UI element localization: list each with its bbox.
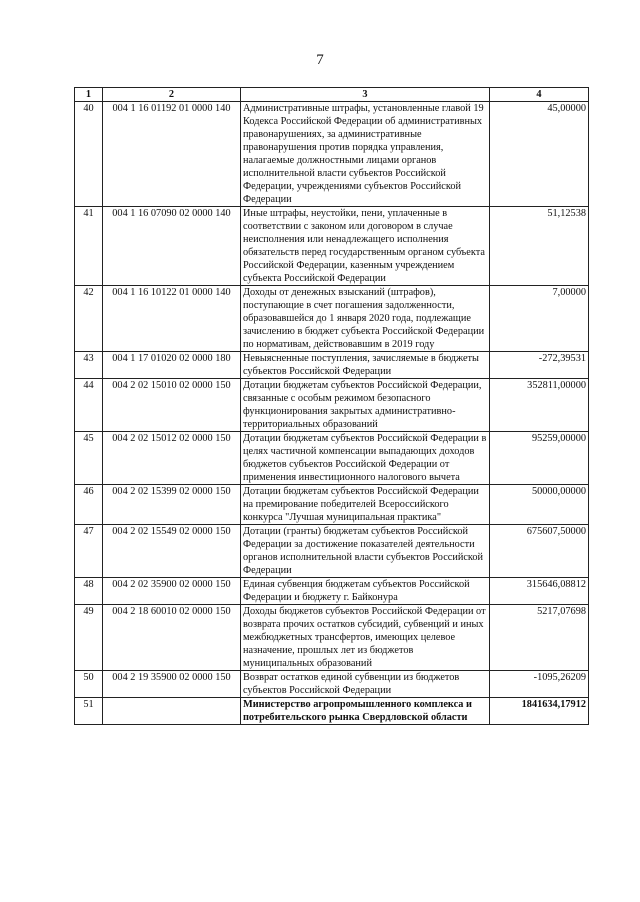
amount: 5217,07698: [490, 605, 589, 671]
amount: 45,00000: [490, 102, 589, 207]
row-number: 50: [75, 671, 103, 698]
table-row: [75, 525, 589, 578]
column-header: 3: [241, 88, 490, 102]
table-row: [75, 207, 589, 286]
row-number: 42: [75, 286, 103, 352]
row-number: 51: [75, 698, 103, 725]
total-row: [75, 698, 589, 725]
total-amount: 1841634,17912: [490, 698, 589, 725]
amount: 51,12538: [490, 207, 589, 286]
revenue-name: Дотации бюджетам субъектов Российской Федерации на премирование победителей Всероссийского конкурса "Лучшая муниципальная практика": [241, 485, 490, 525]
table-row: [75, 485, 589, 525]
table-row: [75, 286, 589, 352]
revenue-name: Дотации (гранты) бюджетам субъектов Российской Федерации за достижение показателей деятельности органов исполнительной власти субъектов Российской Федерации: [241, 525, 490, 578]
budget-code: 004 1 17 01020 02 0000 180: [103, 352, 241, 379]
revenue-name: Возврат остатков единой субвенции из бюджетов субъектов Российской Федерации: [241, 671, 490, 698]
budget-code: 004 1 16 10122 01 0000 140: [103, 286, 241, 352]
column-header: 2: [103, 88, 241, 102]
budget-code: 004 2 02 15010 02 0000 150: [103, 379, 241, 432]
amount: -1095,26209: [490, 671, 589, 698]
row-number: 46: [75, 485, 103, 525]
amount: 352811,00000: [490, 379, 589, 432]
budget-code: 004 2 02 15012 02 0000 150: [103, 432, 241, 485]
table-row: [75, 671, 589, 698]
table-row: [75, 379, 589, 432]
revenue-name: Иные штрафы, неустойки, пени, уплаченные в соответствии с законом или договором в случае неисполнения или ненадлежащего исполнения обязательств перед государственным органом субъекта Российской Федерации, казенным учреждением субъекта Российской Федерации: [241, 207, 490, 286]
budget-table: [74, 87, 589, 725]
budget-code: 004 2 02 35900 02 0000 150: [103, 578, 241, 605]
row-number: 47: [75, 525, 103, 578]
table-row: [75, 102, 589, 207]
budget-code: 004 1 16 07090 02 0000 140: [103, 207, 241, 286]
column-header: 4: [490, 88, 589, 102]
page-number: 7: [316, 52, 324, 68]
table-row: [75, 352, 589, 379]
row-number: 44: [75, 379, 103, 432]
column-header: 1: [75, 88, 103, 102]
row-number: 48: [75, 578, 103, 605]
ministry-name: Министерство агропромышленного комплекса и потребительского рынка Свердловской области: [241, 698, 490, 725]
row-number: 45: [75, 432, 103, 485]
revenue-name: Доходы от денежных взысканий (штрафов), поступающие в счет погашения задолженности, образовавшейся до 1 января 2020 года, подлежащие зачислению в бюджет субъекта Российской Федерации по нормативам, действовавшим в 2019 году: [241, 286, 490, 352]
budget-code: 004 2 02 15399 02 0000 150: [103, 485, 241, 525]
table-header-row: [75, 88, 589, 102]
row-number: 43: [75, 352, 103, 379]
revenue-name: Доходы бюджетов субъектов Российской Федерации от возврата прочих остатков субсидий, субвенций и иных межбюджетных трансфертов, имеющих целевое назначение, прошлых лет из бюджетов муниципальных образований: [241, 605, 490, 671]
row-number: 49: [75, 605, 103, 671]
amount: 50000,00000: [490, 485, 589, 525]
budget-code: [103, 698, 241, 725]
amount: 675607,50000: [490, 525, 589, 578]
amount: 315646,08812: [490, 578, 589, 605]
amount: 95259,00000: [490, 432, 589, 485]
revenue-name: Административные штрафы, установленные главой 19 Кодекса Российской Федерации об административных правонарушениях, за административные правонарушения против порядка управления, налагаемые должностными лицами органов исполнительной власти субъектов Российской Федерации, учреждениями субъектов Российской Федерации: [241, 102, 490, 207]
revenue-name: Единая субвенция бюджетам субъектов Российской Федерации и бюджету г. Байконура: [241, 578, 490, 605]
table-row: [75, 605, 589, 671]
revenue-name: Дотации бюджетам субъектов Российской Федерации, связанные с особым режимом безопасного функционирования закрытых административно-территориальных образований: [241, 379, 490, 432]
amount: 7,00000: [490, 286, 589, 352]
row-number: 40: [75, 102, 103, 207]
budget-code: 004 2 02 15549 02 0000 150: [103, 525, 241, 578]
revenue-name: Дотации бюджетам субъектов Российской Федерации в целях частичной компенсации выпадающих доходов бюджетов субъектов Российской Федерации от применения инвестиционного налогового вычета: [241, 432, 490, 485]
amount: -272,39531: [490, 352, 589, 379]
budget-code: 004 2 18 60010 02 0000 150: [103, 605, 241, 671]
budget-code: 004 2 19 35900 02 0000 150: [103, 671, 241, 698]
budget-code: 004 1 16 01192 01 0000 140: [103, 102, 241, 207]
table-row: [75, 578, 589, 605]
revenue-name: Невыясненные поступления, зачисляемые в бюджеты субъектов Российской Федерации: [241, 352, 490, 379]
row-number: 41: [75, 207, 103, 286]
table-row: [75, 432, 589, 485]
